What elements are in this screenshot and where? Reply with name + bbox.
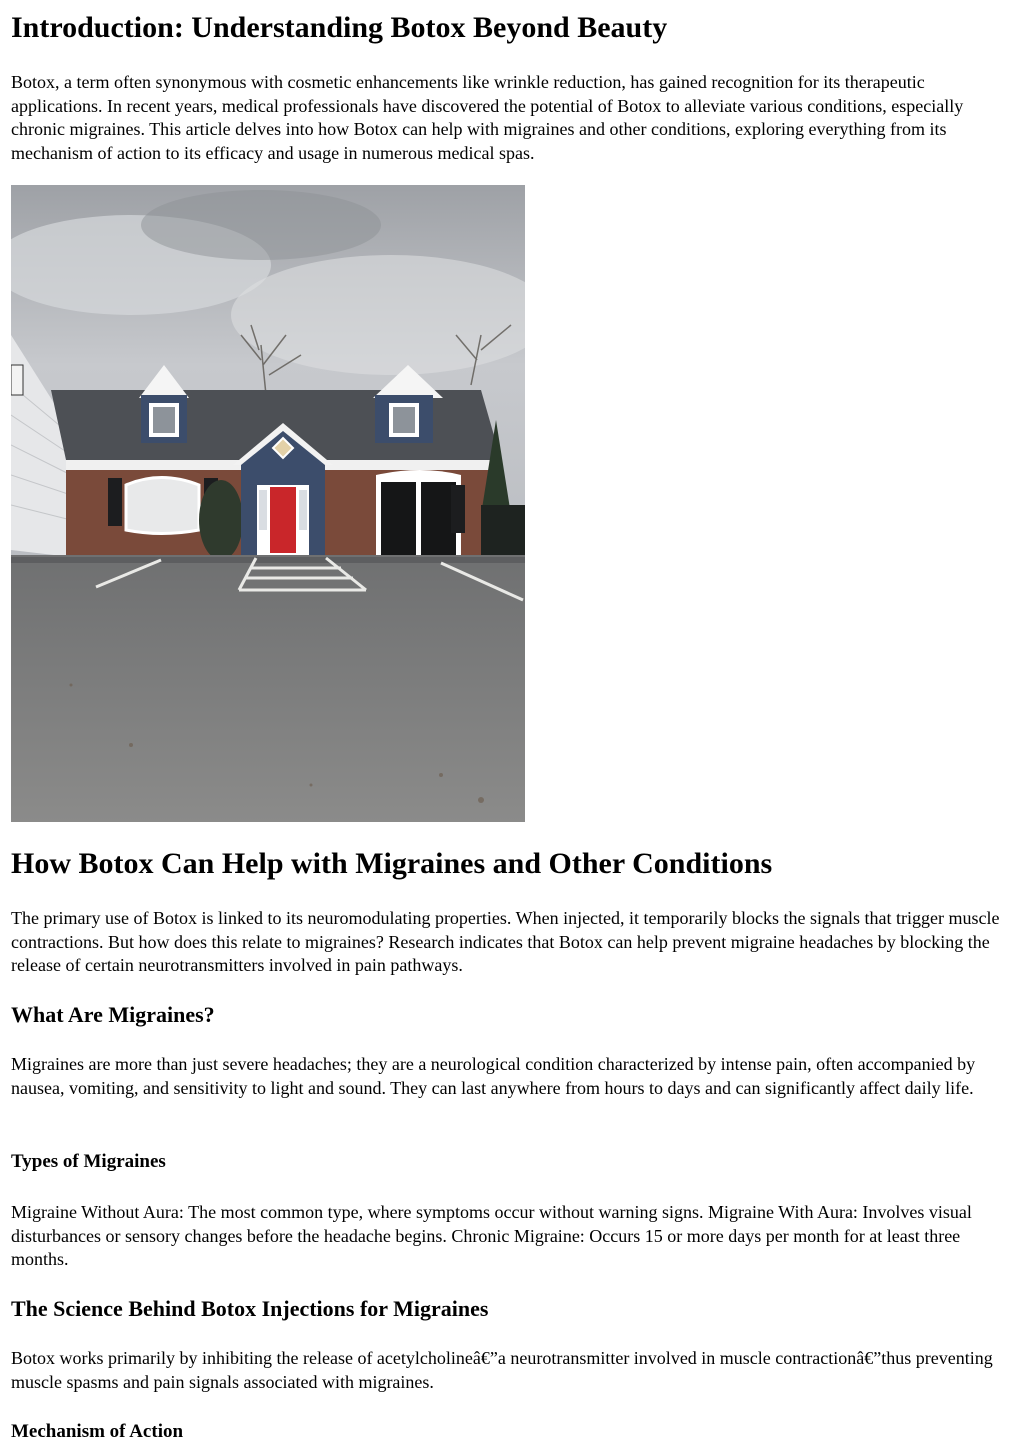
what-heading: What Are Migraines? <box>11 1002 215 1027</box>
science-paragraph: Botox works primarily by inhibiting the release of acetylcholineâ€”a neurotransmitter involved in muscle contractionâ€”thus preventing muscle spasms and pain signals associated with migraines. <box>11 1348 993 1392</box>
types-paragraph: Migraine Without Aura: The most common type, where symptoms occur without warning signs. Migraine With Aura: Involves visual disturbances or sensory changes before the headache begins. Chronic Migraine: Occurs 15 or more days per month for at least three months. <box>11 1202 972 1269</box>
types-heading: Types of Migraines <box>11 1151 166 1172</box>
house-photo <box>11 185 525 822</box>
section-heading: How Botox Can Help with Migraines and Other Conditions <box>11 847 773 880</box>
science-heading: The Science Behind Botox Injections for Migraines <box>11 1296 489 1321</box>
intro-paragraph: Botox, a term often synonymous with cosmetic enhancements like wrinkle reduction, has gained recognition for its therapeutic applications. In recent years, medical professionals have discovered the potential of Botox to alleviate various conditions, especially chronic migraines. This article delves into how Botox can help with migraines and other conditions, exploring everything from its mechanism of action to its efficacy and usage in numerous medical spas. <box>11 72 964 163</box>
section-paragraph: The primary use of Botox is linked to its neuromodulating properties. When injected, it temporarily blocks the signals that trigger muscle contractions. But how does this relate to migraines? Research indicates that Botox can help prevent migraine headaches by blocking the release of certain neurotransmitters involved in pain pathways. <box>11 908 1000 975</box>
what-paragraph: Migraines are more than just severe headaches; they are a neurological condition characterized by intense pain, often accompanied by nausea, vomiting, and sensitivity to light and sound. They can last anywhere from hours to days and can significantly affect daily life. <box>11 1054 976 1098</box>
mechanism-heading: Mechanism of Action <box>11 1421 184 1442</box>
intro-heading: Introduction: Understanding Botox Beyond Beauty <box>11 11 668 44</box>
